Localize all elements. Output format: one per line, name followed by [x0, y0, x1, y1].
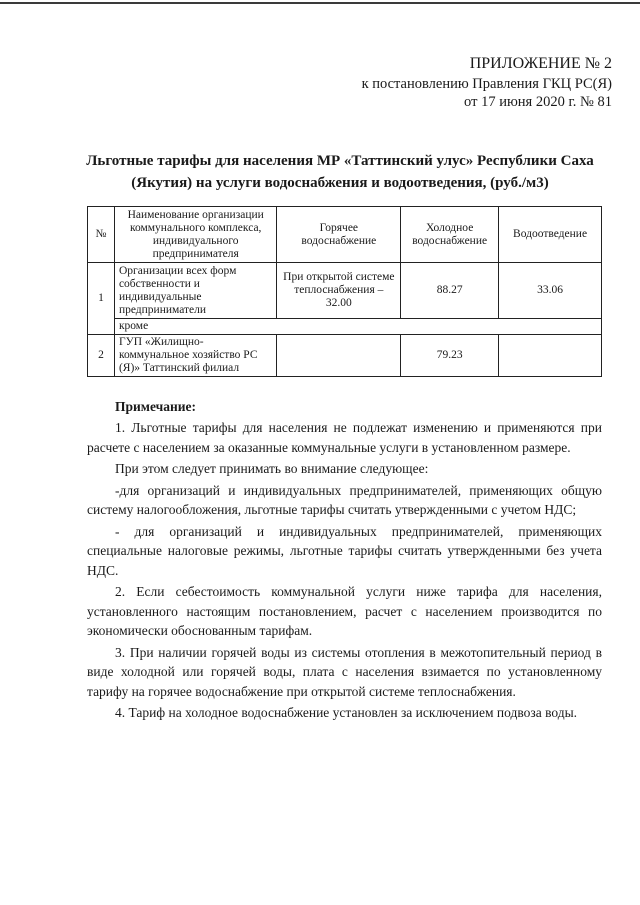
row1-organization: Организации всех форм собственности и индивидуальные предприниматели: [114, 263, 277, 319]
row1-num: 1: [88, 263, 115, 335]
header-num: №: [88, 207, 115, 263]
appendix-header: [252, 55, 612, 111]
table-row: [88, 335, 602, 377]
table-header-row: [88, 207, 602, 263]
except-label: кроме: [114, 319, 601, 335]
row2-cold-water: 79.23: [401, 335, 499, 377]
notes-title: Примечание:: [115, 399, 197, 414]
table-row-except: [88, 319, 602, 335]
note-paragraph-6: 3. При наличии горячей воды из системы отопления в межотопительный период в виде холодной или горячей воды, плата с населения взимается по установленному тарифу на горячее водоснабжение при открытой системе теплоснабжения.: [87, 644, 602, 699]
document-title: Льготные тарифы для населения МР «Таттинский улус» Республики Саха (Якутия) на услуги водоснабжения и водоотведения, (руб./м3): [86, 153, 594, 191]
notes-body: [87, 418, 602, 723]
note-paragraph-3: -для организаций и индивидуальных предпринимателей, применяющих общую систему налогообложения, льготные тарифы считать утвержденными с учетом НДС;: [87, 482, 602, 517]
table-row: [88, 263, 602, 319]
header-organization: Наименование организации коммунального комплекса, индивидуального предпринимателя: [114, 207, 277, 263]
row2-organization: ГУП «Жилищно-коммунальное хозяйство РС (Я)» Таттинский филиал: [114, 335, 277, 377]
header-hot-water: Горячее водоснабжение: [277, 207, 401, 263]
scan-top-border: [0, 2, 640, 4]
header-cold-water: Холодное водоснабжение: [401, 207, 499, 263]
row1-sewerage: 33.06: [499, 263, 602, 319]
note-paragraph-7: 4. Тариф на холодное водоснабжение установлен за исключением подвоза воды.: [115, 705, 578, 720]
note-paragraph-2: При этом следует принимать во внимание следующее:: [115, 461, 429, 476]
row1-cold-water: 88.27: [401, 263, 499, 319]
tariff-table: [87, 206, 602, 377]
row2-num: 2: [88, 335, 115, 377]
header-sewerage: Водоотведение: [499, 207, 602, 263]
appendix-reference: к постановлению Правления ГКЦ РС(Я): [361, 76, 612, 92]
row1-hot-water: При открытой системе теплоснабжения – 32.00: [277, 263, 401, 319]
note-paragraph-5: 2. Если себестоимость коммунальной услуги ниже тарифа для населения, установленного настоящим постановлением, расчет с населением производится по экономически обоснованным тарифам.: [87, 584, 602, 638]
row2-sewerage: [499, 335, 602, 377]
appendix-date: от 17 июня 2020 г. № 81: [464, 94, 612, 110]
row2-hot-water: [277, 335, 401, 377]
note-paragraph-1: 1. Льготные тарифы для населения не подлежат изменению и применяются при расчете с населением за оказанные коммунальные услуги в установленном размере.: [87, 420, 602, 455]
appendix-number: ПРИЛОЖЕНИЕ № 2: [469, 55, 612, 72]
note-paragraph-4: - для организаций и индивидуальных предпринимателей, применяющих специальные налоговые режимы, льготные тарифы считать утвержденными без учета НДС.: [87, 523, 602, 578]
